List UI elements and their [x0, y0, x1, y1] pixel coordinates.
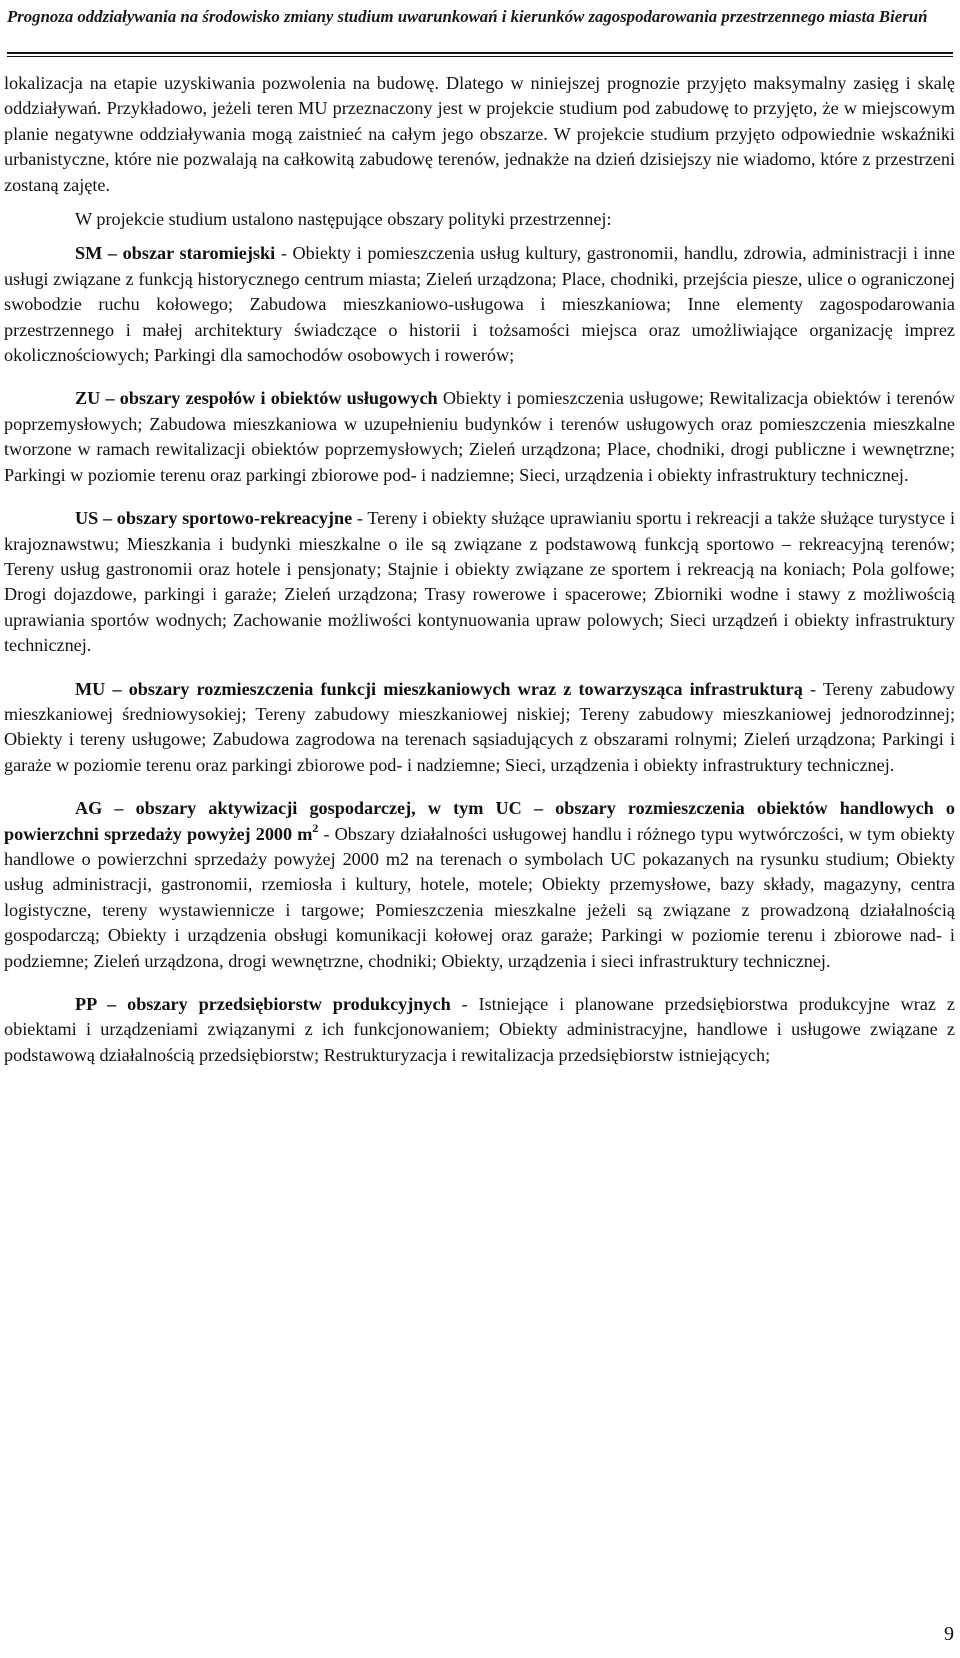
zone-zu-title: ZU – obszary zespołów i obiektów usługowych [75, 388, 438, 409]
zone-mu-title: MU – obszary rozmieszczenia funkcji mieszkaniowych wraz z towarzysząca infrastrukturą [75, 678, 803, 699]
intro-lead-in: W projekcie studium ustalono następujące obszary polityki przestrzennej: [75, 209, 612, 230]
zone-us-title: US – obszary sportowo-rekreacyjne [75, 508, 353, 529]
header-title: Prognoza oddziaływania na środowisko zmiany studium uwarunkowań i kierunków zagospodarowania przestrzennego miasta Bieruń [7, 7, 928, 26]
zone-ag [4, 796, 955, 974]
page-header [7, 6, 953, 28]
header-rule-thin [7, 56, 953, 57]
zone-us [4, 506, 955, 658]
zone-pp-title: PP – obszary przedsiębiorstw produkcyjnych [75, 994, 451, 1014]
zone-ag-text: - Obszary działalności usługowej handlu i różnego typu wytwórczości, w tym obiekty handlowe o powierzchni sprzedaży powyżej 2000 m2 na terenach o symbolach UC pokazanych na rysunku studium; Obiekty usług administracji, gastronomii, rzemiosła i kultury, hotele, motele; Obiekty przemysłowe, bazy składy, magazyny, centra logistyczne, tereny wystawiennicze i targowe; Pomieszczenia mieszkalne jeżeli są związane z prowadzoną działalnością gospodarczą; Obiekty i urządzenia obsługi komunikacji kołowej oraz garaże; Parkingi w poziomie terenu i zbiorowe nad- i podziemne; Zieleń urządzona, drogi wewnętrzne, chodniki; Obiekty, urządzenia i sieci infrastruktury technicznej. [4, 823, 955, 971]
zone-zu-text: Obiekty i pomieszczenia usługowe; Rewitalizacja obiektów i terenów poprzemysłowych; Zabudowa mieszkaniowa w uzupełnieniu budynków i terenów usługowych oraz pomieszczenia mieszkalne tworzone w ramach rewitalizacji obiektów poprzemysłowych; Zieleń urządzona; Place, chodniki, drogi publiczne i wewnętrzne; Parkingi w poziomie terenu oraz parkingi zbiorowe pod- i nadziemne; Sieci, urządzenia i obiekty infrastruktury technicznej. [4, 388, 955, 485]
document-body [4, 71, 955, 1068]
page-number: 9 [944, 1623, 954, 1645]
intro-paragraph: lokalizacja na etapie uzyskiwania pozwolenia na budowę. Dlatego w niniejszej prognozie przyjęto maksymalny zasięg i skalę oddziaływań. Przykładowo, jeżeli teren MU przeznaczony jest w projekcie studium pod zabudowę to przyjęto, że w miejscowym planie negatywne oddziaływania mogą zaistnieć na całym jego obszarze. W projekcie studium przyjęto odpowiednie wskaźniki urbanistyczne, które nie pozwalają na całkowitą zabudowę terenów, jednakże na dzień dzisiejszy nie wiadomo, które z przestrzeni zostaną zajęte. [4, 73, 955, 195]
zone-us-text: - Tereny i obiekty służące uprawianiu sportu i rekreacji a także służące turystyce i krajoznawstwu; Mieszkania i budynki mieszkalne o ile są związane z podstawową funkcją sportowo – rekreacyjną terenów; Tereny usług gastronomii oraz hotele i pensjonaty; Stajnie i obiekty związane ze sportem i rekreacją na koniach; Pola golfowe; Drogi dojazdowe, parkingi i garaże; Zieleń urządzona; Trasy rowerowe i spacerowe; Zbiorniki wodne i stawy z możliwością uprawiania sportów wodnych; Zachowanie możliwości kontynuowania upraw polowych; Sieci urządzeń i obiekty infrastruktury technicznej. [4, 508, 955, 656]
header-rule [7, 52, 953, 54]
zone-pp [4, 992, 955, 1068]
zone-pp-text: - Istniejące i planowane przedsiębiorstwa produkcyjne wraz z obiektami i urządzeniami związanymi z ich funkcjonowaniem; Obiekty administracyjne, handlowe i usługowe związane z podstawową działalnością przedsiębiorstw; Restrukturyzacja i rewitalizacja przedsiębiorstw istniejących; [4, 994, 955, 1065]
zone-zu [4, 386, 955, 488]
zone-sm-title: SM – obszar staromiejski [75, 243, 276, 264]
zone-sm [4, 241, 955, 368]
zone-ag-title-superscript: 2 [312, 820, 319, 835]
zone-sm-text: - Obiekty i pomieszczenia usług kultury, gastronomii, handlu, zdrowia, administracji i inne usługi związane z funkcją historycznego centrum miasta; Zieleń urządzona; Place, chodniki, przejścia piesze, ulice o ograniczonej swobodzie ruchu kołowego; Zabudowa mieszkaniowo-usługowa i mieszkaniowa; Inne elementy zagospodarowania przestrzennego i małej architektury świadczące o historii i tożsamości miejsca oraz umożliwiające organizację imprez okolicznościowych; Parkingi dla samochodów osobowych i rowerów; [4, 243, 955, 366]
zone-mu [4, 677, 955, 779]
zone-ag-title: AG – obszary aktywizacji gospodarczej, w tym UC – obszary rozmieszczenia obiektów handlowych o powierzchni sprzedaży powyżej 2000 m [4, 798, 955, 844]
zone-mu-text: - Tereny zabudowy mieszkaniowej średniowysokiej; Tereny zabudowy mieszkaniowej niskiej; Tereny zabudowy mieszkaniowej jednorodzinnej; Obiekty i tereny usługowe; Zabudowa zagrodowa na terenach sąsiadujących z obszarami rolnymi; Zieleń urządzona; Parkingi i garaże w poziomie terenu oraz parkingi zbiorowe pod- i nadziemne; Sieci, urządzenia i obiekty infrastruktury technicznej. [4, 678, 955, 775]
